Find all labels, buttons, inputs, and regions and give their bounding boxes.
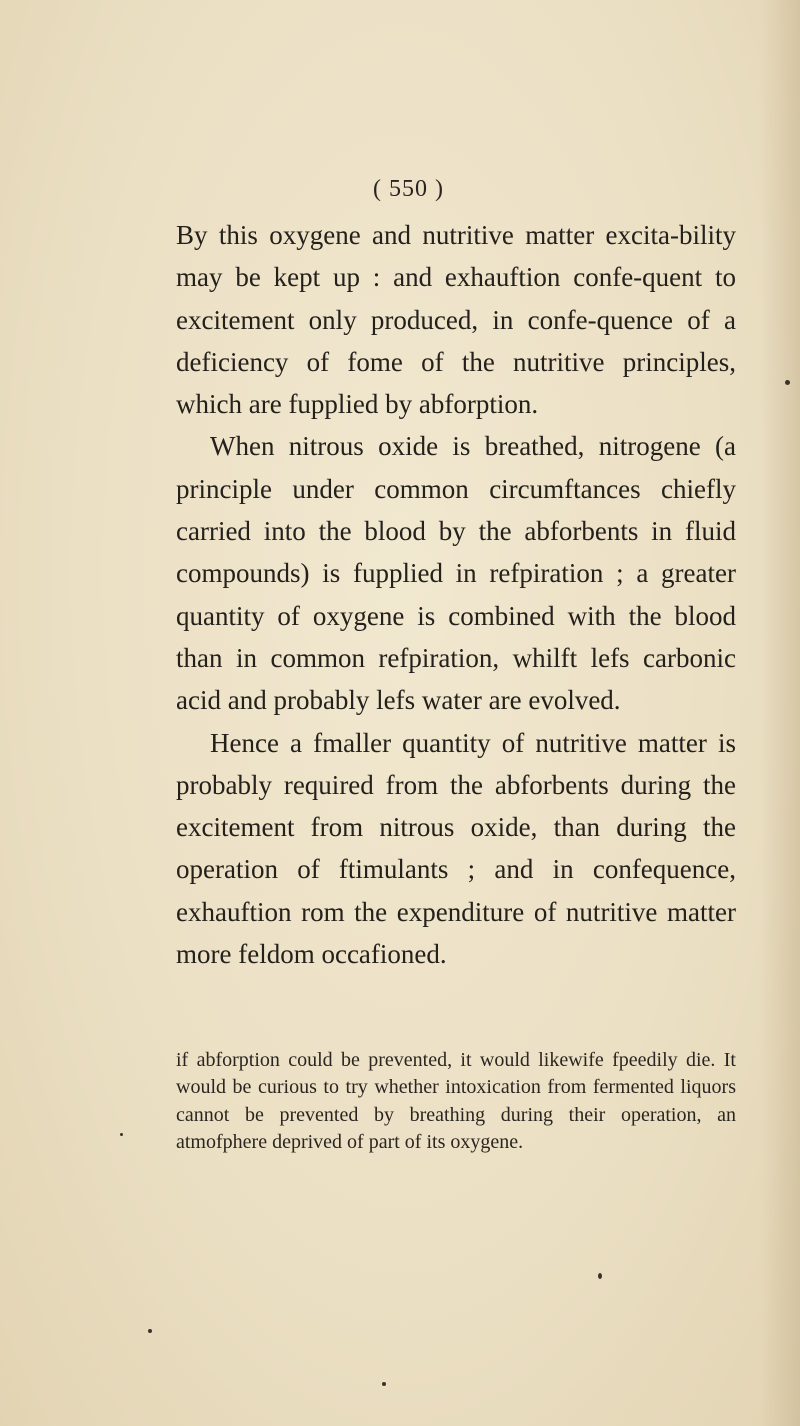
ink-speck: [120, 1133, 123, 1136]
ink-speck: [598, 1273, 602, 1279]
footnote-text: if abforption could be prevented, it would likewife fpeedily die. It would be curious to try whether intoxication from fermented liquors cannot be prevented by breathing during their operation, an atmofphere deprived of part of its oxygene.: [176, 1049, 736, 1153]
paragraph-3: Hence a fmaller quantity of nutritive matter is probably required from the abforbents during the excitement from nitrous oxide, than during the operation of ftimulants ; and in confequence, exhauftion rom the expenditure of nutritive matter more feldom occafioned.: [176, 727, 736, 970]
paragraph-2: When nitrous oxide is breathed, nitrogene (a principle under common circumftances chiefly carried into the blood by the abforbents in fluid compounds) is fupplied in refpiration ; a greater quantity of oxygene is combined with the blood than in common refpiration, whilft lefs carbonic acid and probably lefs water are evolved.: [176, 431, 736, 716]
paragraph-1: By this oxygene and nutritive matter excita-bility may be kept up : and exhauftion confe-quent to excitement only produced, in confe-quence of a deficiency of fome of the nutritive principles, which are fupplied by abforption.: [176, 220, 736, 420]
footnote: [176, 1047, 736, 1156]
ink-speck: [148, 1329, 152, 1333]
main-text: [176, 214, 736, 975]
page-edge-shadow: [760, 0, 800, 1426]
ink-speck: [382, 1382, 386, 1386]
ink-speck: [785, 380, 790, 385]
page-number: ( 550 ): [373, 176, 444, 202]
